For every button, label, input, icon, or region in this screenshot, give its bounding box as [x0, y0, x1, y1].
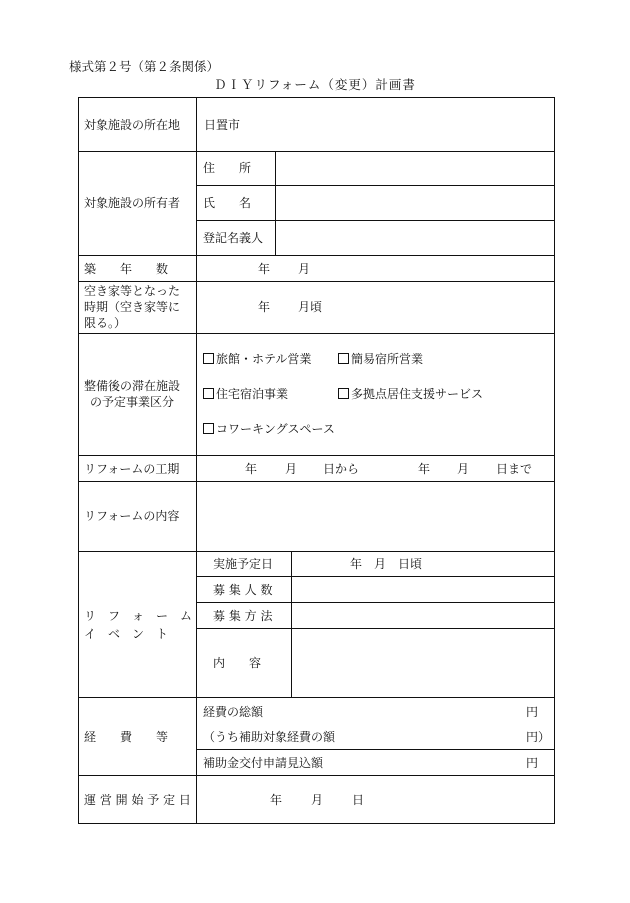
- location-label: 対象施設の所在地: [84, 118, 181, 132]
- start-year-unit: 年: [270, 793, 283, 807]
- period-end-suffix: 日まで: [496, 462, 533, 476]
- expenses-grant-label: 補助金交付申請見込額: [203, 756, 324, 770]
- period-end-month: 月: [457, 462, 470, 476]
- period-start-year: 年: [245, 462, 258, 476]
- owner-registered-field[interactable]: [280, 225, 550, 251]
- vacant-label-line1: 空き家等となった: [84, 284, 181, 298]
- form-title: ＤＩＹリフォーム（変更）計画書: [214, 77, 416, 92]
- event-planned-date-value: 年 月 日頃: [350, 557, 423, 571]
- checkbox-icon[interactable]: [203, 388, 214, 399]
- business-option-kanishukusho[interactable]: 簡易宿所営業: [338, 351, 423, 368]
- owner-address-label: 住 所: [203, 161, 252, 175]
- start-label: 運 営 開 始 予 定 日: [84, 793, 191, 807]
- period-start-suffix: 日から: [323, 462, 360, 476]
- location-value[interactable]: 日置市: [204, 118, 241, 132]
- age-month-unit: 月: [298, 262, 311, 276]
- owner-label: 対象施設の所有者: [84, 196, 181, 210]
- event-recruit-method-label: 募 集 方 法: [213, 609, 273, 623]
- age-year-unit: 年: [258, 262, 271, 276]
- expenses-total-label: 経費の総額: [203, 705, 264, 719]
- owner-address-field[interactable]: [280, 155, 550, 181]
- business-label-line1: 整備後の滞在施設: [84, 379, 181, 393]
- vacant-label-line3: 限る。）: [84, 316, 127, 330]
- checkbox-icon[interactable]: [338, 353, 349, 364]
- period-label: リフォームの工期: [84, 462, 180, 476]
- period-end-year: 年: [418, 462, 431, 476]
- owner-name-label: 氏 名: [203, 196, 252, 210]
- owner-name-field[interactable]: [280, 190, 550, 216]
- event-label-line1: リ フ ォ ー ム: [84, 609, 193, 623]
- event-recruit-count-label: 募 集 人 数: [213, 583, 273, 597]
- expenses-label: 経 費 等: [84, 730, 169, 744]
- start-month-unit: 月: [311, 793, 324, 807]
- event-planned-date-label: 実施予定日: [213, 557, 274, 571]
- event-recruit-count-field[interactable]: [296, 580, 550, 600]
- business-option-ryokan[interactable]: 旅館・ホテル営業: [203, 351, 311, 368]
- content-label: リフォームの内容: [84, 509, 180, 523]
- business-option-minpaku[interactable]: 住宅宿泊事業: [203, 386, 288, 403]
- expenses-grant-unit: 円: [526, 756, 539, 770]
- expenses-subsidy-target-unit: 円）: [526, 730, 551, 744]
- vacant-label-line2: 時期（空き家等に: [84, 300, 181, 314]
- business-label-line2: の予定事業区分: [90, 395, 175, 409]
- vacant-month-unit: 月頃: [298, 300, 323, 314]
- start-day-unit: 日: [352, 793, 365, 807]
- event-recruit-method-field[interactable]: [296, 606, 550, 626]
- owner-registered-label: 登記名義人: [203, 231, 264, 245]
- expenses-subsidy-target-label: （うち補助対象経費の額: [203, 730, 336, 744]
- event-label-line2: イ ベ ン ト: [84, 627, 169, 641]
- event-content-field[interactable]: [296, 632, 550, 694]
- event-content-label: 内 容: [213, 656, 262, 670]
- checkbox-icon[interactable]: [203, 423, 214, 434]
- vacant-year-unit: 年: [258, 300, 271, 314]
- expenses-total-unit: 円: [526, 705, 539, 719]
- business-option-multibase[interactable]: 多拠点居住支援サービス: [338, 386, 483, 403]
- business-option-coworking[interactable]: コワーキングスペース: [203, 421, 335, 438]
- checkbox-icon[interactable]: [203, 353, 214, 364]
- age-label: 築 年 数: [84, 262, 169, 276]
- checkbox-icon[interactable]: [338, 388, 349, 399]
- form-number: 様式第２号（第２条関係）: [69, 59, 220, 74]
- period-start-month: 月: [285, 462, 298, 476]
- content-field[interactable]: [200, 485, 550, 547]
